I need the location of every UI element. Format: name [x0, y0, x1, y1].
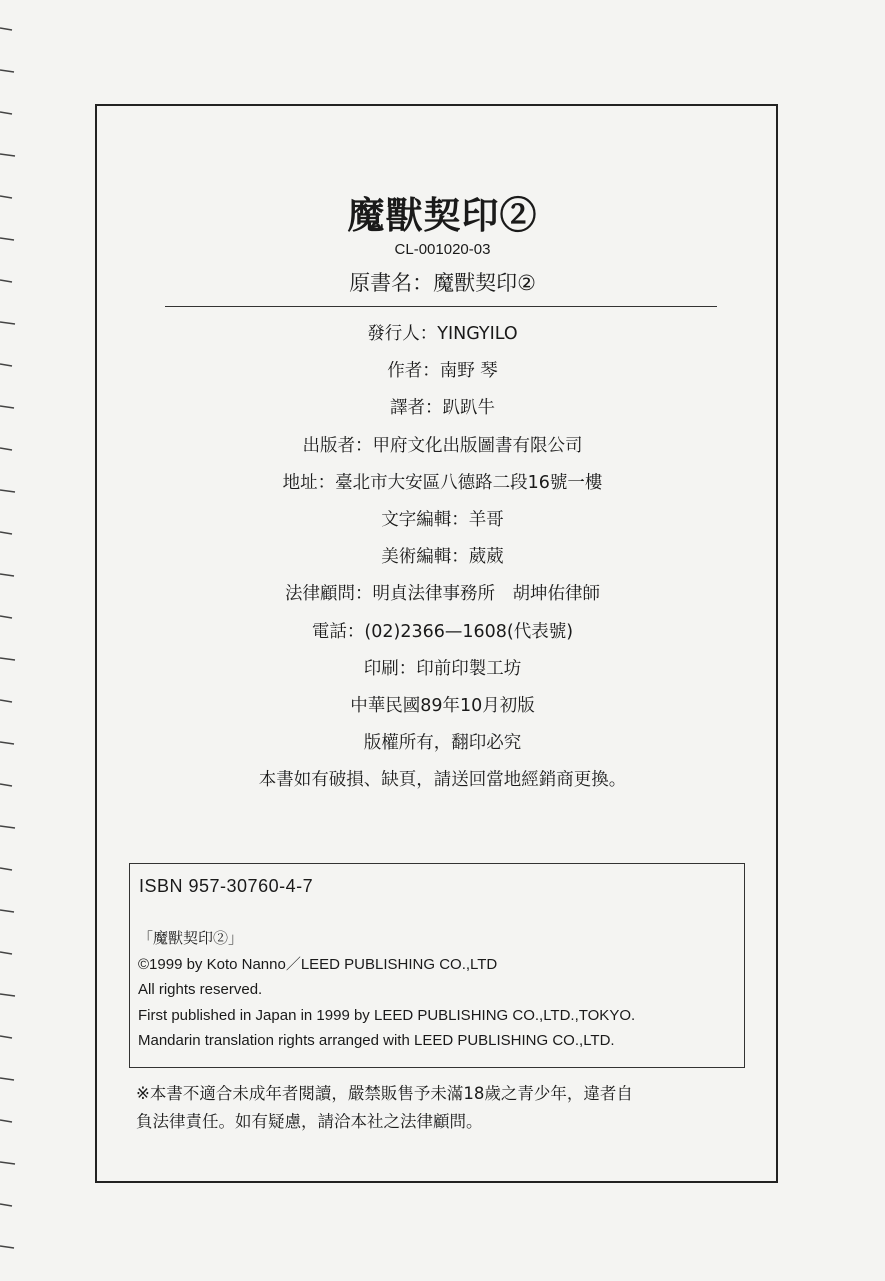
credit-legal-counsel: 法律顧問：明貞法律事務所 胡坤佑律師 — [285, 584, 600, 605]
notice-line: ※本書不適合未成年者閱讀，嚴禁販售予未滿18歲之青少年，違者自 — [136, 1084, 633, 1103]
first-published-line: First published in Japan in 1999 by LEED PUBLISHING CO.,LTD.,TOKYO. — [138, 1006, 636, 1024]
credit-rights: 版權所有，翻印必究 — [363, 733, 522, 754]
original-title: 原書名：魔獸契印② — [349, 271, 536, 295]
credit-edition: 中華民國89年10月初版 — [350, 695, 535, 716]
notice-line: 負法律責任。如有疑慮，請洽本社之法律顧問。 — [136, 1112, 483, 1131]
credit-publisher: 發行人：YINGYILO — [367, 324, 518, 344]
credit-replacement-note: 本書如有破損、缺頁，請送回當地經銷商更換。 — [258, 770, 627, 791]
copyright-holder-line: ©1999 by Koto Nanno／LEED PUBLISHING CO.,LTD — [138, 955, 498, 973]
credit-art-editor: 美術編輯：葳葳 — [381, 547, 504, 568]
age-restriction-notice — [136, 1080, 736, 1136]
catalog-code: CL-001020-03 — [394, 241, 491, 258]
credit-author: 作者：南野 琴 — [387, 361, 498, 382]
title-divider — [165, 306, 717, 307]
credit-address: 地址：臺北市大安區八德路二段16號一樓 — [282, 472, 603, 493]
book-title: 魔獸契印② — [347, 193, 538, 237]
translation-rights-line: Mandarin translation rights arranged with LEED PUBLISHING CO.,LTD. — [138, 1032, 615, 1049]
credit-phone: 電話：(02)2366—1608(代表號) — [311, 621, 574, 642]
credit-publishing-house: 出版者：甲府文化出版圖書有限公司 — [302, 435, 583, 456]
rights-reserved-line: All rights reserved. — [138, 981, 263, 998]
copyright-title-line: 「魔獸契印②」 — [138, 930, 244, 947]
isbn-box — [129, 863, 745, 1068]
copyright-lines — [138, 926, 635, 1054]
credit-text-editor: 文字編輯：羊哥 — [381, 509, 504, 530]
credit-printer: 印刷：印前印製工坊 — [363, 658, 522, 679]
credits-list — [0, 318, 885, 801]
isbn-number: ISBN 957-30760-4-7 — [139, 876, 314, 896]
credit-translator: 譯者：趴趴牛 — [390, 398, 495, 419]
